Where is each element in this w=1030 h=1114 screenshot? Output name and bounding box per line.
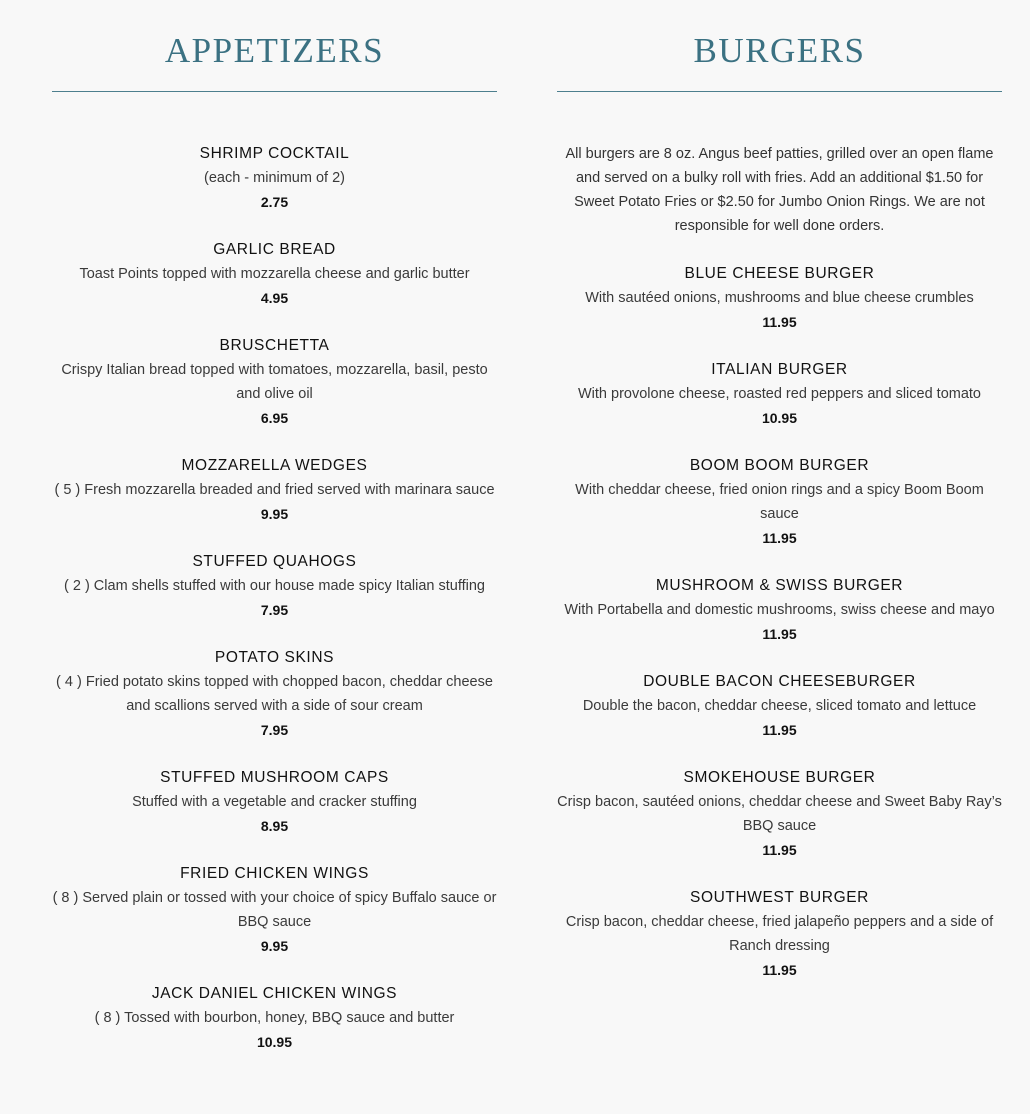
burgers-list bbox=[557, 92, 1002, 982]
menu-item-description: Crisp bacon, sautéed onions, cheddar cheese and Sweet Baby Ray’s BBQ sauce bbox=[557, 794, 1002, 834]
menu-item-description: (each - minimum of 2) bbox=[203, 170, 345, 186]
menu-item-description: With provolone cheese, roasted red peppers and sliced tomato bbox=[577, 386, 981, 402]
menu-item-price: 10.95 bbox=[761, 410, 798, 426]
menu-item bbox=[52, 334, 497, 430]
menu-item bbox=[557, 574, 1002, 646]
menu-item-description: ( 8 ) Tossed with bourbon, honey, BBQ sauce and butter bbox=[94, 1010, 455, 1026]
menu-item-price: 2.75 bbox=[260, 194, 289, 210]
menu-item-description: ( 8 ) Served plain or tossed with your choice of spicy Buffalo sauce or BBQ sauce bbox=[52, 890, 497, 930]
menu-item-name: STUFFED QUAHOGS bbox=[192, 553, 357, 570]
menu-item-price: 8.95 bbox=[260, 818, 289, 834]
menu-item-description: ( 5 ) Fresh mozzarella breaded and fried served with marinara sauce bbox=[54, 482, 495, 498]
menu-item bbox=[52, 862, 497, 958]
menu-item-price: 6.95 bbox=[260, 410, 289, 426]
menu-item-price: 11.95 bbox=[762, 722, 797, 738]
menu-item-description: ( 4 ) Fried potato skins topped with chopped bacon, cheddar cheese and scallions served with a side of sour cream bbox=[56, 674, 493, 714]
menu-item-price: 7.95 bbox=[260, 722, 289, 738]
menu-item bbox=[52, 238, 497, 310]
burgers-section bbox=[557, 0, 1002, 1006]
menu-item bbox=[557, 454, 1002, 550]
menu-item-name: MUSHROOM & SWISS BURGER bbox=[655, 577, 904, 594]
menu-item-name: FRIED CHICKEN WINGS bbox=[180, 865, 369, 882]
menu-item-description: With sautéed onions, mushrooms and blue cheese crumbles bbox=[585, 290, 974, 306]
menu-item-description: Stuffed with a vegetable and cracker stuffing bbox=[132, 794, 417, 810]
menu-item bbox=[52, 550, 497, 622]
menu-item-name: ITALIAN BURGER bbox=[711, 361, 848, 378]
burgers-heading: BURGERS bbox=[557, 0, 1002, 92]
menu-item-price: 11.95 bbox=[762, 314, 797, 330]
menu-item-name: STUFFED MUSHROOM CAPS bbox=[160, 769, 389, 786]
menu-item-name: SHRIMP COCKTAIL bbox=[199, 145, 350, 162]
menu-item-description: ( 2 ) Clam shells stuffed with our house made spicy Italian stuffing bbox=[64, 578, 485, 594]
menu-item bbox=[557, 766, 1002, 862]
menu-item-price: 4.95 bbox=[260, 290, 289, 306]
menu-item-description: With Portabella and domestic mushrooms, swiss cheese and mayo bbox=[564, 602, 995, 618]
menu-item-description: With cheddar cheese, fried onion rings and a spicy Boom Boom sauce bbox=[575, 482, 984, 522]
menu-item bbox=[557, 262, 1002, 334]
appetizers-section bbox=[52, 0, 497, 1078]
menu-item-name: BLUE CHEESE BURGER bbox=[684, 265, 875, 282]
menu-item-price: 11.95 bbox=[762, 626, 797, 642]
menu-item-name: POTATO SKINS bbox=[214, 649, 335, 666]
menu-item-price: 9.95 bbox=[260, 938, 289, 954]
menu-item-name: BOOM BOOM BURGER bbox=[689, 457, 870, 474]
menu-item-description: Double the bacon, cheddar cheese, sliced tomato and lettuce bbox=[582, 698, 977, 714]
menu-item-name: MOZZARELLA WEDGES bbox=[181, 457, 368, 474]
menu-item-description: Crispy Italian bread topped with tomatoes, mozzarella, basil, pesto and olive oil bbox=[61, 362, 488, 402]
menu-item-description: Crisp bacon, cheddar cheese, fried jalapeño peppers and a side of Ranch dressing bbox=[565, 914, 994, 954]
menu-item-name: SMOKEHOUSE BURGER bbox=[683, 769, 876, 786]
menu-item bbox=[52, 766, 497, 838]
menu-item-price: 11.95 bbox=[762, 530, 797, 546]
menu-item bbox=[52, 454, 497, 526]
menu-item-name: GARLIC BREAD bbox=[213, 241, 336, 258]
menu-item-price: 11.95 bbox=[762, 962, 797, 978]
menu-item-price: 10.95 bbox=[256, 1034, 293, 1050]
menu-item-name: JACK DANIEL CHICKEN WINGS bbox=[151, 985, 398, 1002]
menu-item-name: DOUBLE BACON CHEESEBURGER bbox=[643, 673, 916, 690]
menu-item-description: Toast Points topped with mozzarella cheese and garlic butter bbox=[79, 266, 470, 282]
menu-item bbox=[52, 646, 497, 742]
burgers-intro: All burgers are 8 oz. Angus beef patties, grilled over an open flame and served on a bulky roll with fries. Add an additional $1.50 for Sweet Potato Fries or $2.50 for Jumbo Onion Rings. We are not responsible for well done orders. bbox=[565, 146, 994, 234]
menu-item bbox=[557, 670, 1002, 742]
menu-item bbox=[557, 886, 1002, 982]
menu-item bbox=[52, 982, 497, 1054]
menu-item bbox=[557, 358, 1002, 430]
appetizers-heading: APPETIZERS bbox=[52, 0, 497, 92]
appetizers-list bbox=[52, 92, 497, 1054]
menu-item bbox=[52, 142, 497, 214]
menu-item-price: 9.95 bbox=[260, 506, 289, 522]
menu-item-name: BRUSCHETTA bbox=[219, 337, 330, 354]
menu-item-price: 11.95 bbox=[762, 842, 797, 858]
menu-item-price: 7.95 bbox=[260, 602, 289, 618]
menu-item-name: SOUTHWEST BURGER bbox=[690, 889, 869, 906]
